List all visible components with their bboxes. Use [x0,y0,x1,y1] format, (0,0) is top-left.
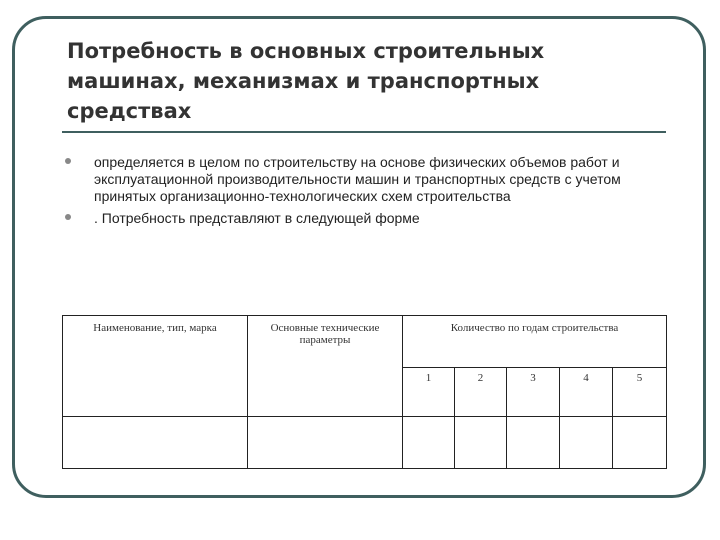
year-cell-5: 5 [613,368,667,417]
table-header-row [63,316,667,368]
table-cell [455,417,507,469]
table-cell [63,417,248,469]
year-cell-4: 4 [560,368,613,417]
table-cell [560,417,613,469]
bullet-text: определяется в целом по строительству на основе физических объемов работ и эксплуатационной производительности машин и транспортных средств с учетом принятых организационно-технологических схем строительства [94,154,621,204]
table-cell [403,417,455,469]
header-technical-parameters: Основные технические параметры [248,316,403,417]
bullet-dot-icon [65,214,71,220]
bullet-text: . Потребность представляют в следующей форме [94,210,420,226]
year-cell-3: 3 [507,368,560,417]
table-cell [507,417,560,469]
bullet-dot-icon [65,158,71,164]
table-cell [613,417,667,469]
requirements-table [62,315,667,469]
bullet-item [62,154,662,205]
year-cell-2: 2 [455,368,507,417]
bullet-list [62,154,662,227]
header-name-type-brand: Наименование, тип, марка [63,316,248,417]
title-divider [62,131,666,133]
table-cell [248,417,403,469]
bullet-item [62,210,662,227]
slide-title: Потребность в основных строительных машинах, механизмах и транспортных средствах [67,39,545,123]
table-empty-row [63,417,667,469]
year-cell-1: 1 [403,368,455,417]
header-quantity-by-years: Количество по годам строительства [403,316,667,368]
